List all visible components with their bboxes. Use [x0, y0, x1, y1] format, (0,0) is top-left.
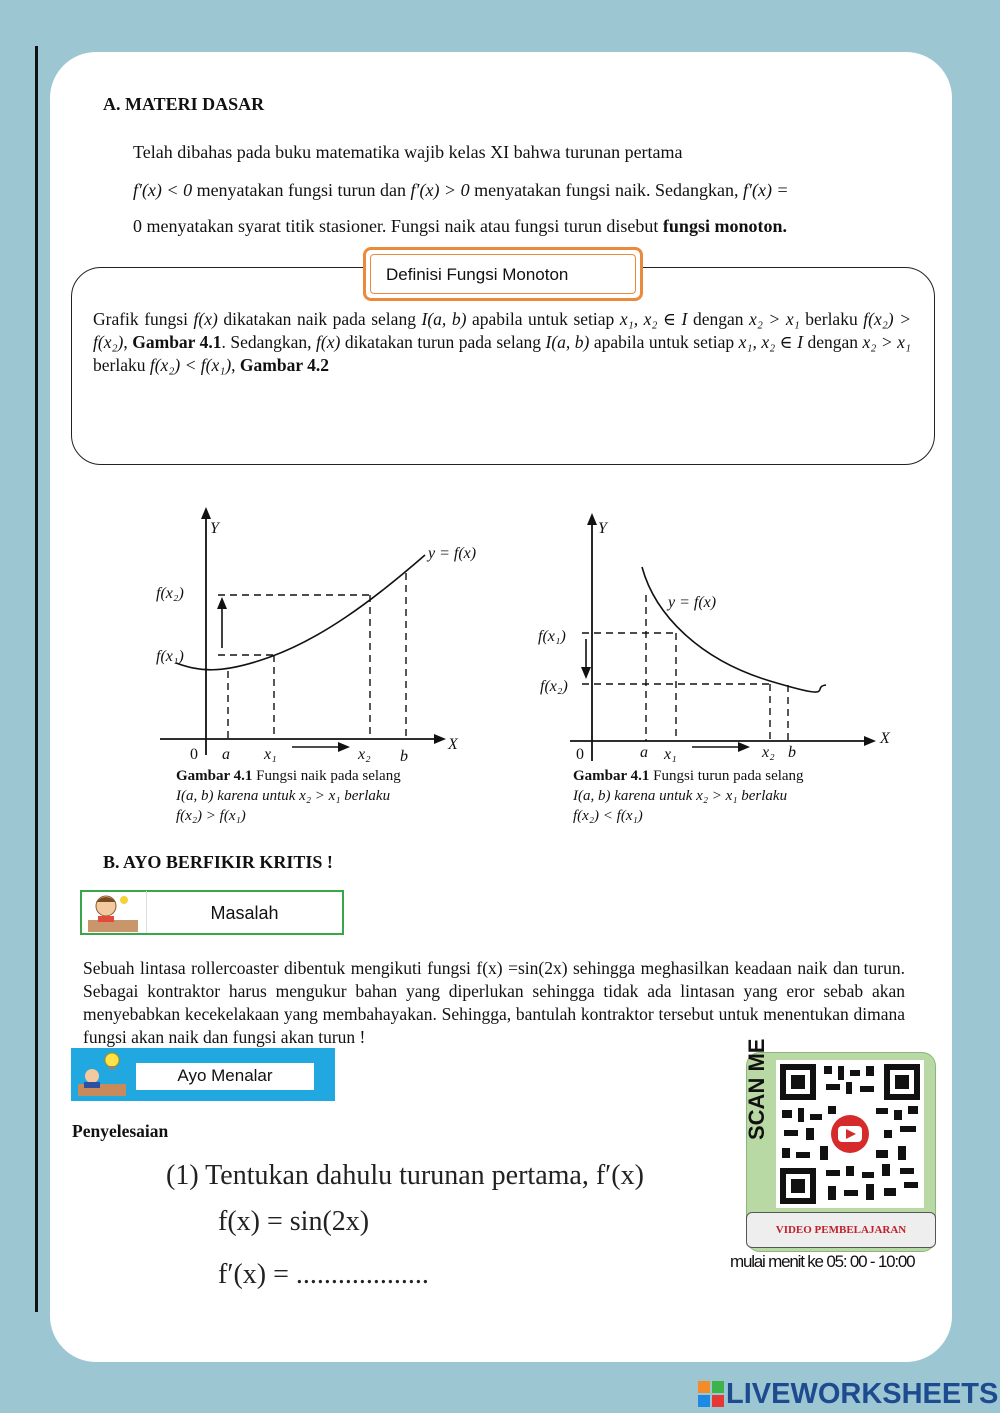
- y-arrowhead: [587, 513, 597, 525]
- problem-text: Sebuah lintasa rollercoaster dibentuk mengikuti fungsi f(x) =sin(2x) sehingga meghasilkan keadaan naik dan turun. Sebagai kontraktor harus mengukur bahan yang diperlukan sehingga tidak ada lintasan yang eror sebab akan menyebabkan kecekelakaan yang membahayakan. Sehingga, bantulah kontraktor tersebut untuk menentukan dimana fungsi akan naik dan fungsi akan turun !: [83, 958, 905, 1047]
- term-fungsi-monoton: fungsi monoton.: [662, 216, 787, 236]
- x-label: X: [880, 730, 890, 747]
- math-fprime-neg: f′(x) < 0: [133, 180, 193, 200]
- step-1: (1) Tentukan dahulu turunan pertama, f′(x): [166, 1160, 644, 1191]
- math-fprime-pos: f′(x) > 0: [410, 180, 470, 200]
- definition-title: Definisi Fungsi Monoton: [370, 254, 636, 294]
- liveworksheets-logo-icon: [698, 1381, 724, 1407]
- x1-label: x₁: [664, 746, 677, 763]
- lightbulb-student-icon: [74, 1050, 134, 1100]
- x2-label: x₂: [762, 744, 775, 761]
- penyelesaian-label: Penyelesaian: [72, 1121, 169, 1141]
- qr-code-icon[interactable]: [776, 1060, 924, 1208]
- caption-graph-2: Gambar 4.1 Fungsi turun pada selang I(a, b) karena untuk x₂ > x₁ berlaku f(x₂) < f(x₁): [573, 768, 804, 824]
- scan-me-label: SCAN ME: [744, 1038, 769, 1140]
- increasing-curve: [176, 555, 425, 670]
- guide-lines: [582, 595, 788, 741]
- caption-graph-1: Gambar 4.1 Fungsi naik pada selang I(a, b) karena untuk x₂ > x₁ berlaku f(x₂) > f(x₁): [176, 768, 401, 824]
- fx1-label: f(x₁): [156, 648, 184, 665]
- y-label: Y: [210, 520, 219, 537]
- guide-lines: [218, 573, 406, 739]
- intro-line-3: [133, 208, 787, 244]
- decreasing-curve: [642, 567, 826, 692]
- intro-line-2: [133, 172, 789, 208]
- right-arrowhead: [738, 742, 750, 752]
- margin-line: [35, 46, 38, 1312]
- b-label: b: [400, 748, 408, 765]
- intro-line-1: Telah dibahas pada buku matematika wajib kelas XI bahwa turunan pertama: [133, 142, 683, 162]
- x-arrowhead: [864, 736, 876, 746]
- step-2: f(x) = sin(2x): [218, 1206, 370, 1237]
- y-arrowhead: [201, 507, 211, 519]
- fx2-label: f(x₂): [156, 585, 184, 602]
- step-3-answer-field[interactable]: f′(x) = ...................: [218, 1259, 429, 1290]
- x-label: X: [448, 736, 458, 753]
- section-a-heading: A. MATERI DASAR: [103, 94, 265, 114]
- x-arrowhead: [434, 734, 446, 744]
- curve-label: y = f(x): [668, 594, 717, 611]
- student-thinking-icon: [84, 892, 142, 934]
- x1-label: x₁: [264, 746, 277, 763]
- curve-label: y = f(x): [428, 545, 477, 562]
- ayo-menalar-label: Ayo Menalar: [136, 1063, 314, 1090]
- a-label: a: [640, 744, 648, 761]
- fx2-label: f(x₂): [540, 678, 568, 695]
- b-label: b: [788, 744, 796, 761]
- video-time-note: mulai menit ke 05: 00 - 10:00: [730, 1252, 915, 1271]
- definition-text: Grafik fungsi f(x) dikatakan naik pada selang I(a, b) apabila untuk setiap x₁, x₂ ∈ I dengan x₂ > x₁ berlaku f(x₂) > f(x₂), Gambar 4.1. Sedangkan, f(x) dikatakan turun pada selang I(a, b) apabila untuk setiap x₁, x₂ ∈ I dengan x₂ > x₁ berlaku f(x₂) < f(x₁), Gambar 4.2: [93, 309, 911, 375]
- video-pembelajaran-button[interactable]: VIDEO PEMBELAJARAN: [746, 1212, 936, 1248]
- x2-label: x₂: [358, 746, 371, 763]
- intro-text: menyatakan fungsi naik. Sedangkan,: [469, 180, 744, 200]
- graph-increasing: [150, 505, 510, 765]
- down-arrowhead: [581, 667, 591, 679]
- definition-title-box: [363, 247, 643, 301]
- graph-decreasing: [530, 505, 900, 765]
- section-b-heading: B. AYO BERFIKIR KRITIS !: [103, 852, 333, 872]
- up-arrowhead: [217, 597, 227, 609]
- y-label: Y: [598, 520, 607, 537]
- origin-label: 0: [190, 746, 198, 763]
- right-arrowhead: [338, 742, 350, 752]
- math-fprime-zero: f′(x) =: [743, 180, 789, 200]
- intro-text: 0 menyatakan syarat titik stasioner. Fungsi naik atau fungsi turun disebut: [133, 216, 663, 236]
- fx1-label: f(x₁): [538, 628, 566, 645]
- a-label: a: [222, 746, 230, 763]
- intro-text: menyatakan fungsi turun dan: [192, 180, 411, 200]
- masalah-label: Masalah: [146, 891, 342, 933]
- liveworksheets-brand: LIVEWORKSHEETS: [726, 1378, 999, 1410]
- origin-label: 0: [576, 746, 584, 763]
